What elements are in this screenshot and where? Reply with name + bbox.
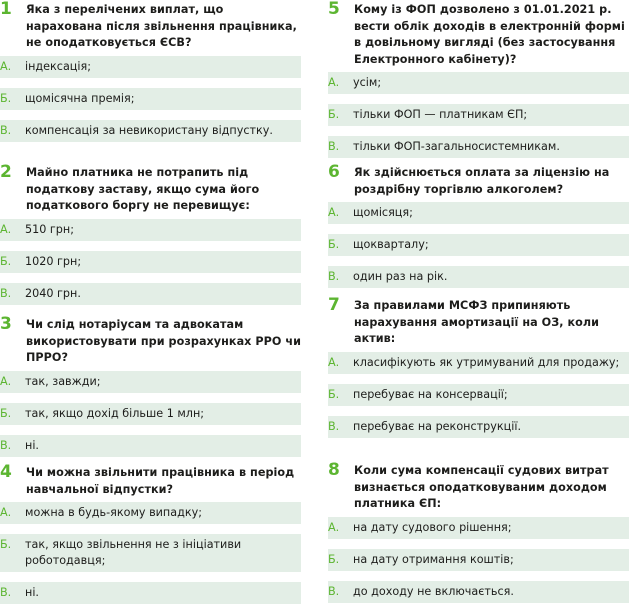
answer-option-b[interactable] [328, 104, 629, 126]
question-text: Як здійснюється оплата за ліцензію на роздрібну торгівлю алкоголем? [354, 166, 610, 196]
answer-option-a[interactable] [0, 502, 301, 524]
answer-option-b[interactable] [328, 384, 629, 406]
question-text: Яка з перелічених виплат, що нарахована після звільнення працівника, не оподатковується ЄСВ? [26, 3, 297, 49]
option-text: на дату отримання коштів; [353, 552, 514, 566]
option-letter: А. [0, 59, 12, 73]
option-text: ні. [25, 586, 39, 599]
question-header [328, 460, 629, 513]
question-number: 5 [328, 0, 340, 19]
answer-option-c[interactable] [0, 283, 301, 305]
question-text: Чи слід нотаріусам та адвокатам використовувати при розрахунках РРО чи ПРРО? [26, 318, 302, 364]
answer-option-a[interactable] [328, 352, 629, 374]
question-1 [0, 2, 301, 142]
answer-option-a[interactable] [0, 371, 301, 393]
question-6 [328, 162, 629, 288]
question-5 [328, 2, 629, 158]
option-letter: Б. [328, 108, 340, 121]
answer-option-c[interactable] [328, 416, 629, 438]
option-text: на дату судового рішення; [353, 520, 512, 534]
option-letter: В. [328, 140, 340, 153]
option-text: тільки ФОП — платникам ЄП; [353, 108, 528, 121]
question-number: 1 [0, 0, 12, 19]
option-text: 1020 грн; [25, 254, 82, 268]
option-letter: А. [0, 374, 12, 388]
option-text: ні. [25, 438, 39, 452]
question-8 [328, 460, 629, 603]
question-number: 4 [0, 462, 12, 482]
question-number: 3 [0, 314, 12, 334]
answer-option-a[interactable] [328, 72, 629, 94]
question-number: 2 [0, 162, 12, 182]
option-text: так, якщо дохід більше 1 млн; [25, 406, 205, 420]
answer-option-a[interactable] [328, 202, 629, 224]
answer-option-c[interactable] [0, 120, 301, 142]
option-text: можна в будь-якому випадку; [25, 506, 202, 519]
option-letter: В. [328, 270, 340, 283]
question-header [328, 295, 629, 348]
answer-option-c[interactable] [328, 581, 629, 603]
answer-option-b[interactable] [0, 534, 301, 572]
question-text: За правилами МСФЗ припиняють нарахування амортизації на ОЗ, коли актив: [354, 299, 599, 345]
answer-option-b[interactable] [0, 88, 301, 110]
option-text: так, завжди; [25, 374, 101, 388]
answer-option-a[interactable] [328, 517, 629, 539]
question-header [0, 314, 302, 367]
question-header [0, 2, 301, 52]
option-letter: А. [0, 506, 12, 519]
option-letter: Б. [0, 91, 12, 105]
option-letter: А. [328, 520, 340, 534]
option-text: так, якщо звільнення не з ініціативи роботодавця; [25, 538, 242, 567]
answer-option-c[interactable] [328, 136, 629, 158]
answer-option-b[interactable] [0, 403, 301, 425]
question-7 [328, 295, 629, 438]
option-text: один раз на рік. [353, 270, 448, 283]
option-letter: Б. [328, 387, 340, 401]
option-text: класифікують як утримуваний для продажу; [353, 355, 620, 369]
option-letter: А. [328, 206, 340, 219]
answer-option-c[interactable] [0, 435, 301, 457]
option-text: перебуває на консервації; [353, 387, 508, 401]
option-text: індексація; [25, 59, 92, 73]
option-letter: Б. [328, 552, 340, 566]
question-header [328, 162, 629, 198]
answer-option-b[interactable] [328, 234, 629, 256]
option-letter: В. [0, 438, 12, 452]
question-number: 8 [328, 460, 340, 480]
option-text: тільки ФОП-загальносистемникам. [353, 140, 560, 153]
option-text: компенсація за невикористану відпустку. [25, 123, 273, 137]
option-text: 510 грн; [25, 222, 74, 236]
question-number: 7 [328, 295, 340, 315]
option-letter: Б. [328, 238, 340, 251]
option-letter: В. [328, 419, 340, 433]
question-3 [0, 314, 302, 457]
option-text: щомісячна премія; [25, 91, 135, 105]
option-text: до доходу не включається. [353, 584, 514, 598]
option-text: щокварталу; [353, 238, 429, 251]
question-text: Чи можна звільнити працівника в період навчальної відпустки? [26, 466, 295, 496]
question-number: 6 [328, 162, 340, 182]
option-letter: В. [0, 286, 12, 300]
option-letter: А. [0, 222, 12, 236]
question-4 [0, 462, 301, 604]
option-letter: Б. [0, 406, 12, 420]
question-2 [0, 162, 301, 305]
answer-option-b[interactable] [0, 251, 301, 273]
answer-option-c[interactable] [0, 582, 301, 604]
option-text: щомісяця; [353, 206, 413, 219]
option-text: перебуває на реконструкції. [353, 419, 522, 433]
option-letter: В. [0, 586, 12, 599]
option-text: усім; [353, 76, 382, 89]
answer-option-a[interactable] [0, 219, 301, 241]
answer-option-b[interactable] [328, 549, 629, 571]
option-letter: В. [0, 123, 12, 137]
answer-option-c[interactable] [328, 266, 629, 288]
question-text: Майно платника не потрапить під податкову заставу, якщо сума його податкового боргу не перевищує: [26, 166, 260, 212]
answer-option-a[interactable] [0, 56, 301, 78]
question-text: Кому із ФОП дозволено з 01.01.2021 р. вести облік доходів в електронній формі в довільному вигляді (без застосування Електронного кабінету)? [354, 3, 625, 66]
option-text: 2040 грн. [25, 286, 81, 300]
question-header [328, 2, 629, 68]
option-letter: В. [328, 584, 340, 598]
question-text: Коли сума компенсації судових витрат визнається оподатковуваним доходом платника ЄП: [354, 464, 609, 510]
option-letter: А. [328, 76, 340, 89]
question-header [0, 162, 301, 215]
question-header [0, 462, 301, 498]
option-letter: Б. [0, 538, 12, 551]
option-letter: Б. [0, 254, 12, 268]
option-letter: А. [328, 355, 340, 369]
